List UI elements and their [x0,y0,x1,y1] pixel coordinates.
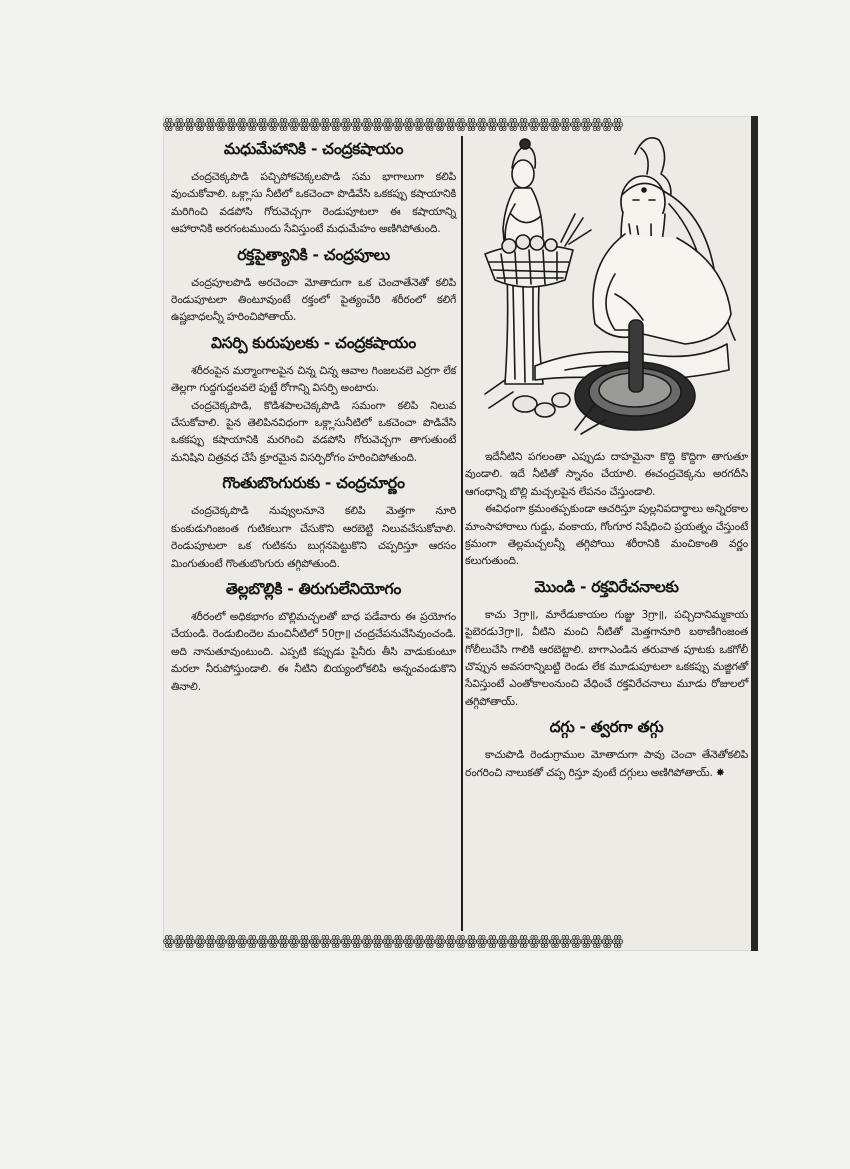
section-paragraph: శరీరంపైన మర్మాంగాలపైన చిన్న చిన్న ఆవాల గింజలవలె ఎర్రగా లేక తెల్లగా గుద్దగుద్దలవలె పుట్టే రోగాన్ని విసర్పి అంటారు. [171,363,456,395]
border-ornament-icon: ꙮ [298,117,310,132]
border-ornament-icon: ꙮ [236,117,247,132]
border-ornament-icon: ꙮ [476,117,487,132]
border-ornament-icon: ꙮ [382,934,393,949]
border-ornament-icon: ꙮ [538,934,550,949]
border-ornament-icon: ꙮ [497,934,508,949]
border-ornament-icon: ꙮ [559,117,571,132]
border-ornament-icon: ꙮ [413,117,424,132]
border-ornament-icon: ꙮ [549,934,560,949]
border-ornament-icon: ꙮ [371,117,383,132]
border-ornament-icon: ꙮ [340,934,351,949]
border-ornament-icon: ꙮ [173,117,184,132]
border-ornament-icon: ꙮ [319,934,330,949]
border-ornament-icon: ꙮ [590,117,602,132]
border-ornament-icon: ꙮ [455,117,466,132]
section-paragraph: ఇదేనీటిని పగలంతా ఎప్పుడు దాహమైనా కొద్ది కొద్దిగా తాగుతూ వుండాలి. ఇదే నీటితో స్నానం చేయాలి. ఈచంద్రచెక్కను అరగదీసి ఆగంధాన్ని బొల్లి మచ్చలపైన లేపనం చేస్తుండాలి. [465,450,748,498]
section-heading: రక్తపైత్యానికి - చంద్రపూలు [237,245,390,264]
section-heading: దగ్గు - త్వరగా తగ్గు [549,718,664,737]
border-ornament-icon: ꙮ [298,934,310,949]
border-ornament-icon: ꙮ [392,117,404,132]
border-ornament-icon: ꙮ [361,934,372,949]
border-ornament-icon: ꙮ [330,117,341,132]
section-paragraph [465,746,748,781]
border-ornament-icon: ꙮ [549,117,560,132]
illustration-frame [465,134,748,448]
border-ornament-icon: ꙮ [580,117,591,132]
section-heading: గొంతుబొంగురుకు - చంద్రచూర్ణం [222,474,405,493]
section-paragraph: ఈవిధంగా క్రమంతప్పకుండా ఆచరిస్తూ పుల్లనిపదార్థాలు అన్నిరకాల మాంసాహారాలు గుడ్డు, వంకాయ, గోంగూర నిషేధించి ప్రయత్నం చేస్తుంటే క్రమంగా తెల్లమచ్చలన్నీ తగ్గిపోయి శరీరానికి మంచికాంతి వర్ణం కలుగుతుంది. [465,502,748,568]
border-ornament-icon: ꙮ [455,934,466,949]
border-ornament-icon: ꙮ [517,934,529,949]
border-ornament-icon: ꙮ [465,117,477,132]
section-heading: మొండి - రక్తవిరేచనాలకు [534,577,679,596]
border-ornament-icon: ꙮ [497,117,508,132]
border-ornament-icon: ꙮ [194,117,205,132]
border-ornament-icon: ꙮ [163,117,174,132]
border-ornament-icon: ꙮ [434,934,445,949]
border-ornament-icon: ꙮ [204,934,216,949]
border-ornament-icon: ꙮ [601,117,612,132]
border-ornament-icon: ꙮ [309,934,320,949]
left-column [171,134,456,695]
section-heading: విసర్పి కురుపులకు - చంద్రకషాయం [211,333,416,352]
border-ornament-icon: ꙮ [486,934,497,949]
border-ornament-icon: ꙮ [507,934,518,949]
border-ornament-icon: ꙮ [225,117,237,132]
border-ornament-icon: ꙮ [215,117,226,132]
border-ornament-icon: ꙮ [319,117,330,132]
border-ornament-icon: ꙮ [403,934,414,949]
border-ornament-icon: ꙮ [350,117,362,132]
border-ornament-icon: ꙮ [183,117,195,132]
border-ornament-icon: ꙮ [267,117,278,132]
paragraph-text: కాచుపొడి రెండుగ్రాముల మోతాదుగా పావు చెంచా తేనెతోకలిపి రంగరించి నాలుకతో చప్ప రిస్తూ వుంటే దగ్గులు అణిగిపోతాయ్. [465,748,748,779]
border-ornament-icon: ꙮ [486,117,497,132]
section-paragraph: చంద్రపూలపొడి అరచెంచా మోతాదుగా ఒక చెంచాతేనెతో కలిపి రెండుపూటలా తింటూవుంటే రక్తంలో పైత్యంచేరి శరీరంలో కలిగే ఉష్ణబాధలన్నీ హరించిపోతాయ్. [171,275,456,324]
section-paragraph: చంద్రచెక్కపొడి నువ్వులనూనె కలిపి మెత్తగా నూరి కుంకుడుగింజంత గుటికలుగా చేసుకొని ఆరబెట్టి నిలువచేసుకోవాలి. రెండుపూటలా ఒక గుటికను బుగ్గనపెట్టుకొని చప్పరిస్తూ ఆరసం మింగుతుంటే గొంతుబొంగురు తగ్గిపోతుంది. [171,504,456,570]
border-ornament-icon: ꙮ [277,934,289,949]
border-ornament-icon: ꙮ [225,934,237,949]
border-ornament-icon: ꙮ [538,117,550,132]
border-ornament-icon: ꙮ [204,117,216,132]
section-paragraph: శరీరంలో అధికభాగం బొల్లిమచ్చలతో బాధ పడేవారు ఈ ప్రయోగం చేయండి. రెండుబిందెల మంచినీటిలో 50గ్రా॥ చంద్రచేపనువేసివుంచండి. అది నానుతూవుంటుంది. ఎప్పటి కప్పుడు పైనీరు తీసి వాడుకుంటూ మరలా నీరుపోస్తుండాలి. ఈ నీటిని బియ్యంలోకలిపి అన్నంవండుకొని తినాలి. [171,609,456,693]
section-paragraph: కాచు 3గ్రా॥, మారేడుకాయల గుజ్జు 3గ్రా॥, పచ్చిదానిమ్మకాయ పైబెరడు3గ్రా॥, వీటిని మంచి నీటితో మెత్తగానూరి బఠాణీగింజంత గోలీలుచేసి గాలికి ఆరబెట్టాలి. బాగాఎండిన తరువాత పూటకు ఒకగోలీ చొప్పున అవసరాన్నిబట్టి రెండు లేక మూడుపూటలా ఒకకప్పు మజ్జిగతో సేవిస్తుంటే ఎంతోకాలంనుంచి వేధించే రక్తవిరేచనాలు మూడు రోజులలో తగ్గిపోతాయ్. [465,607,748,708]
border-ornament-icon: ꙮ [590,934,602,949]
border-ornament-icon: ꙮ [580,934,591,949]
end-mark-icon: ✸ [715,765,725,779]
border-ornament-icon: ꙮ [444,117,456,132]
section-paragraph: చంద్రచెక్కపొడి, కొడిశపాలచెక్కపొడి సమంగా కలిపి నిలువ చేసుకోవాలి. పైన తెలిపినవిధంగా ఒక్గ్లాసునీటిలో ఒకచెంచా పొడివేసి ఒకకప్పు కషాయానికి మరగించి వడపోసి గోరువెచ్చగా తాగుతుంటే మనిషిని చిత్రవధ చేసే క్రూరమైన విసర్పిరోగం హరించిపోతుంది. [171,398,456,464]
border-ornament-icon: ꙮ [267,934,278,949]
section-paragraph: చంద్రచెక్కపొడి పచ్చిపోకచెక్కలపొడి సమ భాగాలుగా కలిపి వుంచుకోవాలి. ఒక్గ్లాసు నీటిలో ఒకచెంచా పొడివేసి ఒకకప్పు కషాయానికి మరిగించి వడపోసి గోరువెచ్చగా రెండుపూటలా ఈ కషాయాన్ని ఆహారానికి అరగంటముందు సేవిస్తుంటే మధుమేహం అణిగిపోతుంది. [171,170,456,236]
border-ornament-icon: ꙮ [570,934,581,949]
border-ornament-icon: ꙮ [350,934,362,949]
border-ornament-icon: ꙮ [288,117,299,132]
border-ornament-icon: ꙮ [434,117,445,132]
border-ornament-icon: ꙮ [444,934,456,949]
border-ornament-icon: ꙮ [465,934,477,949]
border-ornament-icon: ꙮ [413,934,424,949]
border-ornament-icon: ꙮ [476,934,487,949]
border-ornament-icon: ꙮ [256,117,268,132]
sage-grinding-herbs-illustration [465,134,748,444]
border-ornament-icon: ꙮ [423,117,435,132]
border-ornament-icon: ꙮ [246,934,257,949]
border-ornament-icon: ꙮ [507,117,518,132]
border-ornament-icon: ꙮ [517,117,529,132]
right-column [465,134,748,781]
border-ornament-icon: ꙮ [340,117,351,132]
border-ornament-icon: ꙮ [403,117,414,132]
border-ornament-icon: ꙮ [183,934,195,949]
border-ornament-icon: ꙮ [611,117,623,132]
section-heading: మధుమేహానికి - చంద్రకషాయం [223,140,404,158]
border-ornament-icon: ꙮ [611,934,623,949]
border-ornament-icon: ꙮ [601,934,612,949]
border-ornament-icon: ꙮ [246,117,257,132]
border-ornament-icon: ꙮ [215,934,226,949]
border-ornament-icon: ꙮ [423,934,435,949]
ornamental-border-top [163,116,758,134]
border-ornament-icon: ꙮ [382,117,393,132]
column-divider [461,136,463,931]
border-ornament-icon: ꙮ [392,934,404,949]
border-ornament-icon: ꙮ [309,117,320,132]
section-heading: తెల్లబొల్లికి - తిరుగులేనియోగం [225,579,402,598]
border-ornament-icon: ꙮ [173,934,184,949]
border-ornament-icon: ꙮ [570,117,581,132]
border-ornament-icon: ꙮ [236,934,247,949]
border-ornament-icon: ꙮ [528,934,539,949]
border-ornament-icon: ꙮ [361,117,372,132]
border-ornament-icon: ꙮ [163,934,174,949]
border-ornament-icon: ꙮ [277,117,289,132]
scanned-page [163,116,758,951]
border-ornament-icon: ꙮ [371,934,383,949]
border-ornament-icon: ꙮ [256,934,268,949]
border-ornament-icon: ꙮ [330,934,341,949]
ornamental-border-bottom [163,933,758,951]
border-ornament-icon: ꙮ [288,934,299,949]
border-ornament-icon: ꙮ [528,117,539,132]
border-ornament-icon: ꙮ [559,934,571,949]
border-ornament-icon: ꙮ [194,934,205,949]
page-edge-shadow [751,116,758,951]
